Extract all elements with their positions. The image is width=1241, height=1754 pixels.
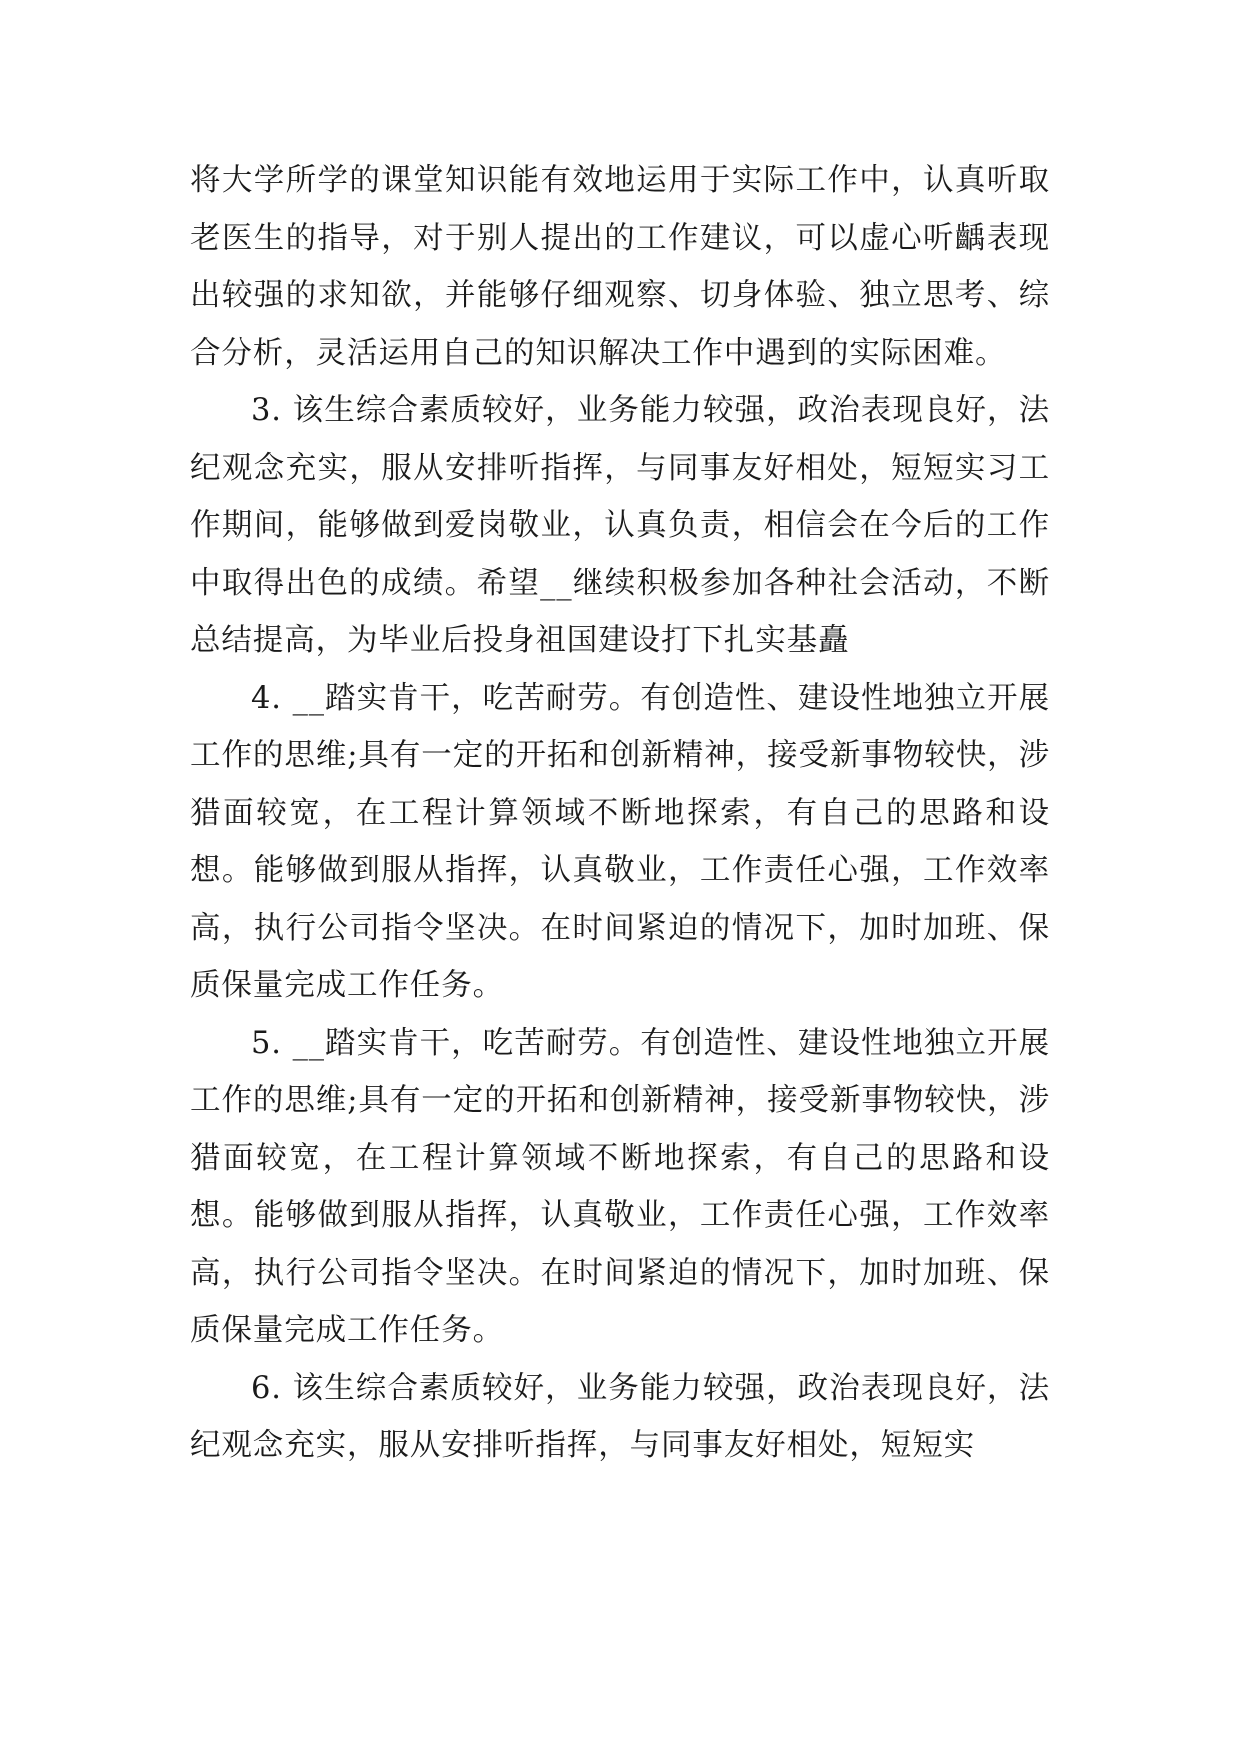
document-body	[190, 152, 1050, 1475]
paragraph-continuation: 将大学所学的课堂知识能有效地运用于实际工作中，认真听取老医生的指导，对于别人提出的工作建议，可以虚心听齲表现出较强的求知欲，并能够仔细观察、切身体验、独立思考、综合分析，灵活运用自己的知识解决工作中遇到的实际困难。	[190, 163, 1050, 371]
paragraph-item-6: 6. 该生综合素质较好，业务能力较强，政治表现良好，法纪观念充实，服从安排听指挥，与同事友好相处，短短实	[190, 1370, 1050, 1463]
paragraph-item-3: 3. 该生综合素质较好，业务能力较强，政治表现良好，法纪观念充实，服从安排听指挥，与同事友好相处，短短实习工作期间，能够做到爱岗敬业，认真负责，相信会在今后的工作中取得出色的成绩。希望__继续积极参加各种社会活动，不断总结提高，为毕业后投身祖国建设打下扎实基矗	[190, 393, 1050, 658]
paragraph-item-4: 4. __踏实肯干，吃苦耐劳。有创造性、建设性地独立开展工作的思维;具有一定的开拓和创新精神，接受新事物较快，涉猎面较宽，在工程计算领域不断地探索，有自己的思路和设想。能够做到服从指挥，认真敬业，工作责任心强，工作效率高，执行公司指令坚决。在时间紧迫的情况下，加时加班、保质保量完成工作任务。	[190, 680, 1050, 1003]
paragraph-item-5: 5. __踏实肯干，吃苦耐劳。有创造性、建设性地独立开展工作的思维;具有一定的开拓和创新精神，接受新事物较快，涉猎面较宽，在工程计算领域不断地探索，有自己的思路和设想。能够做到服从指挥，认真敬业，工作责任心强，工作效率高，执行公司指令坚决。在时间紧迫的情况下，加时加班、保质保量完成工作任务。	[190, 1025, 1050, 1348]
